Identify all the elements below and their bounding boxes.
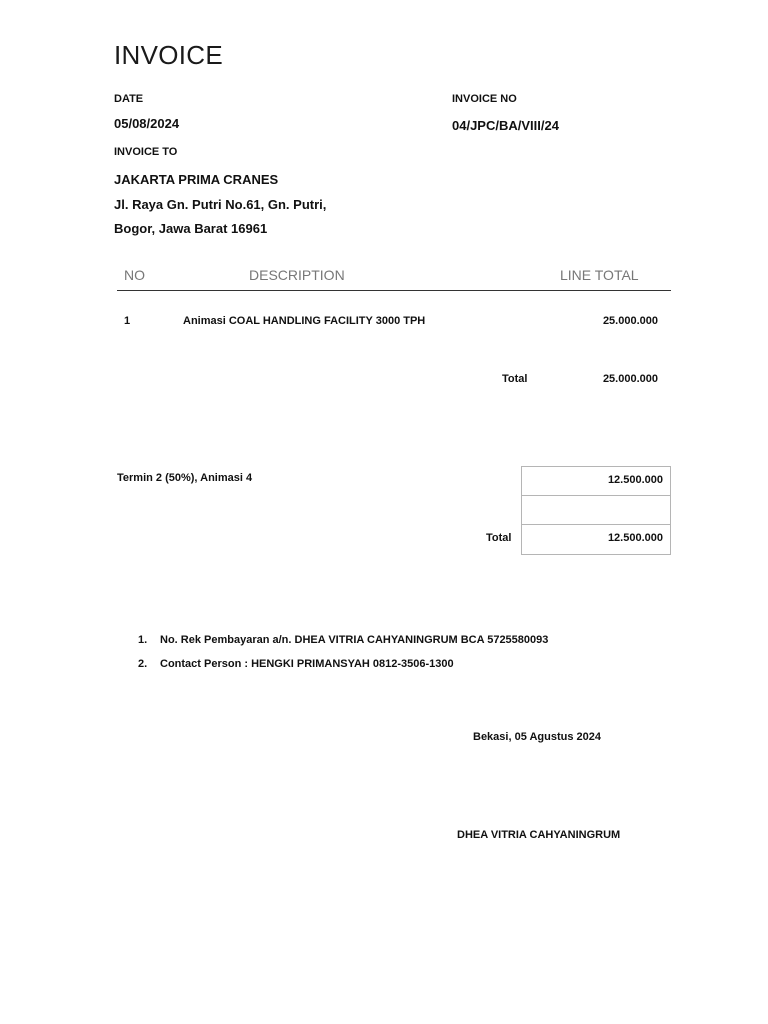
list-item [138, 632, 548, 656]
invoice-number-label: INVOICE NO [452, 93, 517, 105]
items-total-value: 25.000.000 [602, 373, 658, 385]
invoice-to-label: INVOICE TO [114, 146, 178, 158]
note-number: 1. [138, 634, 148, 646]
notes-list [138, 632, 548, 680]
signature-name: DHEA VITRIA CAHYANINGRUM [457, 829, 621, 841]
list-item [138, 656, 548, 680]
payment-total-label: Total [486, 532, 512, 544]
payment-amount-box [521, 466, 671, 555]
note-text: No. Rek Pembayaran a/n. DHEA VITRIA CAHYANINGRUM BCA 5725580093 [160, 634, 549, 646]
row-number: 1 [124, 315, 131, 327]
row-line-total: 25.000.000 [602, 315, 658, 327]
recipient-address-line2: Bogor, Jawa Barat 16961 [114, 221, 268, 236]
table-header-divider [117, 290, 671, 291]
payment-total-value: 12.500.000 [607, 532, 663, 544]
date-label: DATE [114, 93, 144, 105]
invoice-number-value: 04/JPC/BA/VIII/24 [452, 118, 559, 133]
payment-amount-cell [522, 467, 670, 496]
payment-description: Termin 2 (50%), Animasi 4 [117, 472, 253, 484]
row-description: Animasi COAL HANDLING FACILITY 3000 TPH [183, 315, 426, 327]
payment-blank-cell [522, 496, 670, 525]
invoice-title: INVOICE [114, 40, 224, 70]
signature-place-date: Bekasi, 05 Agustus 2024 [473, 731, 601, 743]
column-header-no: NO [124, 267, 145, 283]
column-header-line-total: LINE TOTAL [560, 267, 639, 283]
payment-total-cell [522, 525, 670, 554]
note-text: Contact Person : HENGKI PRIMANSYAH 0812-3506-1300 [160, 658, 454, 670]
payment-amount: 12.500.000 [607, 474, 663, 486]
column-header-description: DESCRIPTION [249, 267, 345, 283]
recipient-name: JAKARTA PRIMA CRANES [114, 172, 279, 187]
note-number: 2. [138, 658, 148, 670]
items-total-label: Total [502, 373, 528, 385]
date-value: 05/08/2024 [114, 116, 180, 131]
recipient-address-line1: Jl. Raya Gn. Putri No.61, Gn. Putri, [114, 197, 327, 212]
